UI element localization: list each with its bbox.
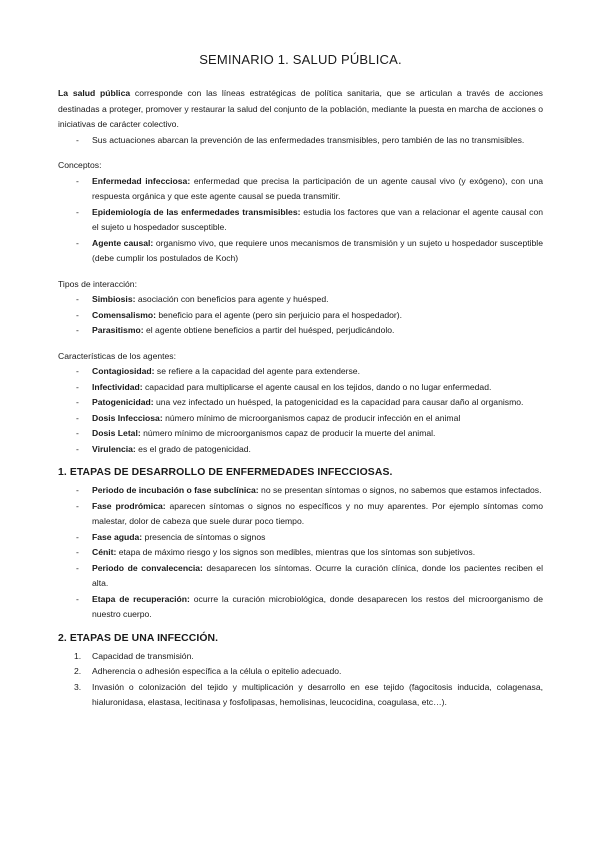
conceptos-label: Conceptos: [58, 160, 102, 170]
definition: estudia los factores que van a relacionar el agente causal con el sujeto u hospedador susceptible. [92, 206, 544, 232]
term: Enfermedad infecciosa: [92, 175, 191, 186]
term: Dosis Letal: [92, 428, 141, 438]
list-item [58, 483, 543, 499]
list-item [58, 380, 543, 396]
intro-bullet: - Sus actuaciones abarcan la prevención de las enfermedades transmisibles, pero también de las no transmisibles. [58, 133, 543, 149]
list-number: 1. [74, 650, 82, 661]
definition: una vez infectado un huésped, la patogenicidad es la capacidad para causar daño al organismo. [153, 397, 524, 407]
section-1-heading: 1. ETAPAS DE DESARROLLO DE ENFERMEDADES INFECCIOSAS. [58, 467, 393, 478]
list-item [58, 236, 543, 267]
term: Epidemiología de las enfermedades transmisibles: [92, 206, 301, 217]
term: Parasitismo: [92, 325, 144, 335]
term: Fase aguda: [92, 531, 143, 542]
list-item [58, 649, 543, 665]
caracteristicas-list [58, 364, 543, 457]
term: Periodo de incubación o fase subclínica: [92, 485, 259, 495]
page-title: SEMINARIO 1. SALUD PÚBLICA. [199, 52, 402, 67]
list-item [58, 292, 543, 308]
definition: es el grado de patogenicidad. [135, 443, 251, 454]
term: Fase prodrómica: [92, 500, 166, 511]
section-2-heading: 2. ETAPAS DE UNA INFECCIÓN. [58, 632, 219, 644]
term: Dosis Infecciosa: [92, 412, 163, 423]
list-item [58, 499, 543, 530]
list-item [58, 411, 543, 427]
list-item [58, 545, 543, 561]
list-item [58, 205, 543, 236]
intro-term: La salud pública [58, 88, 131, 98]
definition: asociación con beneficios para agente y huésped. [135, 294, 329, 304]
term: Virulencia: [92, 443, 136, 454]
list-item [58, 680, 543, 711]
list-number: 3. [74, 681, 82, 692]
section-2-list [58, 649, 543, 711]
term: Contagiosidad: [92, 366, 155, 376]
list-item [58, 442, 543, 458]
list-item [58, 364, 543, 380]
document-page [58, 52, 543, 711]
definition: se refiere a la capacidad del agente para extenderse. [154, 366, 360, 376]
definition: enfermedad que precisa la participación de un agente causal vivo (y exógeno), con una respuesta orgánica y que este agente causal se pueda transmitir. [92, 175, 544, 201]
item-text: Invasión o colonización del tejido y multiplicación y desarrollo en ese tejido (fagocitosis inducida, colagenasa, hialuronidasa, elastasa, lecitinasa y fosfolipasas, hemolisinas, leucocidina, coagulasa, etc…). [92, 681, 543, 707]
list-item [58, 592, 543, 623]
definition: desaparecen los síntomas. Ocurre la curación clínica, donde los pacientes reciben el alta. [92, 562, 543, 588]
item-text: Adherencia o adhesión específica a la célula o epitelio adecuado. [92, 666, 342, 676]
term: Comensalismo: [92, 309, 156, 320]
definition: el agente obtiene beneficios a partir del huésped, perjudicándolo. [143, 325, 395, 335]
term: Agente causal: [92, 237, 154, 248]
definition: presencia de síntomas o signos [142, 531, 266, 542]
term: Patogenicidad: [92, 397, 154, 407]
definition: beneficio para el agente (pero sin perjuicio para el hospedador). [156, 309, 403, 320]
term: Infectividad: [92, 381, 143, 392]
definition: aparecen síntomas o signos no específicos y no muy aparentes. Por ejemplo síntomas como malestar, dolor de cabeza que suele durar poco tiempo. [92, 500, 543, 526]
list-item [58, 664, 543, 680]
definition: ocurre la curación microbiológica, donde desaparecen los restos del microorganismo de nuestro cuerpo. [92, 593, 543, 619]
list-item [58, 561, 543, 592]
section-1-list [58, 483, 543, 623]
term: Etapa de recuperación: [92, 593, 190, 604]
intro-text: corresponde con las líneas estratégicas de política sanitaria, que se articulan a través de acciones destinadas a proteger, promover y restaurar la salud del conjunto de la población, mediante la puesta en marcha de acciones o iniciativas de carácter colectivo. [58, 88, 543, 129]
term: Simbiosis: [92, 294, 136, 304]
conceptos-list [58, 174, 543, 267]
definition: número mínimo de microorganismos capaz de producir la muerte del animal. [140, 428, 436, 438]
intro-list [58, 133, 543, 149]
item-text: Capacidad de transmisión. [92, 650, 194, 661]
definition: etapa de máximo riesgo y los signos son medibles, mientras que los síntomas son subjetivos. [116, 547, 476, 557]
list-number: 2. [74, 666, 82, 676]
list-item [58, 426, 543, 442]
list-item [58, 308, 543, 324]
list-item [58, 174, 543, 205]
caracteristicas-label: Características de los agentes: [58, 350, 176, 361]
list-item [58, 530, 543, 546]
term: Periodo de convalecencia: [92, 562, 203, 573]
tipos-list [58, 292, 543, 339]
term: Cénit: [92, 547, 117, 557]
list-item [58, 323, 543, 339]
definition: no se presentan síntomas o signos, no sabemos que estamos infectados. [258, 485, 542, 495]
tipos-label: Tipos de interacción: [58, 278, 137, 289]
list-item [58, 395, 543, 411]
definition: capacidad para multiplicarse el agente causal en los tejidos, dando o no lugar enfermedad. [142, 381, 492, 392]
definition: organismo vivo, que requiere unos mecanismos de transmisión y un sujeto u hospedador susceptible (debe cumplir los postulados de Koch) [92, 237, 543, 263]
definition: número mínimo de microorganismos capaz de producir infección en el animal [162, 412, 461, 423]
intro-paragraph [58, 86, 543, 133]
